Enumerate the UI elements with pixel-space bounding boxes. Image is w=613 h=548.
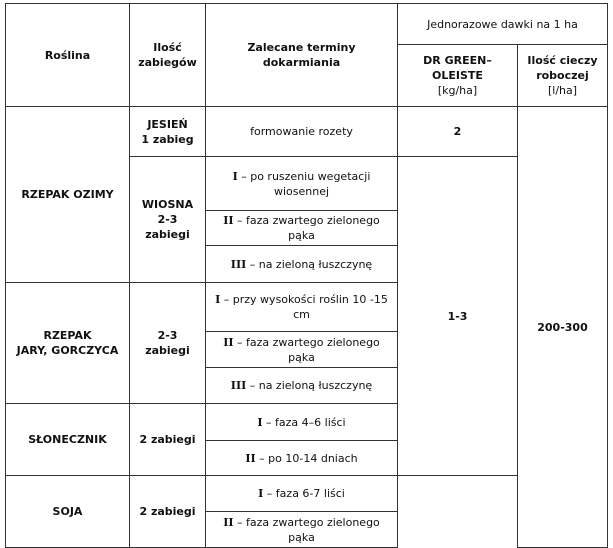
header-plant: Roślina: [6, 4, 130, 107]
plant-soja: SOJA: [6, 476, 130, 548]
dose-spring: 1-3: [398, 157, 518, 476]
term-row: II – po 10-14 dniach: [206, 441, 398, 476]
count-autumn: JESIEŃ 1 zabieg: [130, 107, 206, 157]
term-row: II – faza zwartego zielonego pąka: [206, 512, 398, 548]
term-row: II – faza zwartego zielonego pąka: [206, 332, 398, 368]
header-liquid: Ilość cieczy roboczej [l/ha]: [518, 45, 608, 107]
term-row: II – faza zwartego zielonego pąka: [206, 211, 398, 246]
term-autumn: formowanie rozety: [206, 107, 398, 157]
plant-rzepak-jary: RZEPAK JARY, GORCZYCA: [6, 283, 130, 404]
count-slonecznik: 2 zabiegi: [130, 404, 206, 476]
plant-slonecznik: SŁONECZNIK: [6, 404, 130, 476]
term-row: I – przy wysokości roślin 10 -15 cm: [206, 283, 398, 332]
header-treatments: Ilość zabiegów: [130, 4, 206, 107]
count-spring: WIOSNA 2-3 zabiegi: [130, 157, 206, 283]
term-row: I – po ruszeniu wegetacji wiosennej: [206, 157, 398, 211]
count-rzepak-jary: 2-3 zabiegi: [130, 283, 206, 404]
dose-autumn: 2: [398, 107, 518, 157]
count-soja: 2 zabiegi: [130, 476, 206, 548]
liquid-all: 200-300: [518, 107, 608, 548]
term-row: III – na zieloną łuszczynę: [206, 368, 398, 404]
term-row: I – faza 4–6 liści: [206, 404, 398, 441]
header-product: DR GREEN– OLEISTE [kg/ha]: [398, 45, 518, 107]
header-doses: Jednorazowe dawki na 1 ha: [398, 4, 608, 45]
plant-rzepak-ozimy: RZEPAK OZIMY: [6, 107, 130, 283]
header-terms: Zalecane terminy dokarmiania: [206, 4, 398, 107]
term-row: I – faza 6-7 liści: [206, 476, 398, 512]
term-row: III – na zieloną łuszczynę: [206, 246, 398, 283]
fertilization-table: [5, 3, 608, 548]
